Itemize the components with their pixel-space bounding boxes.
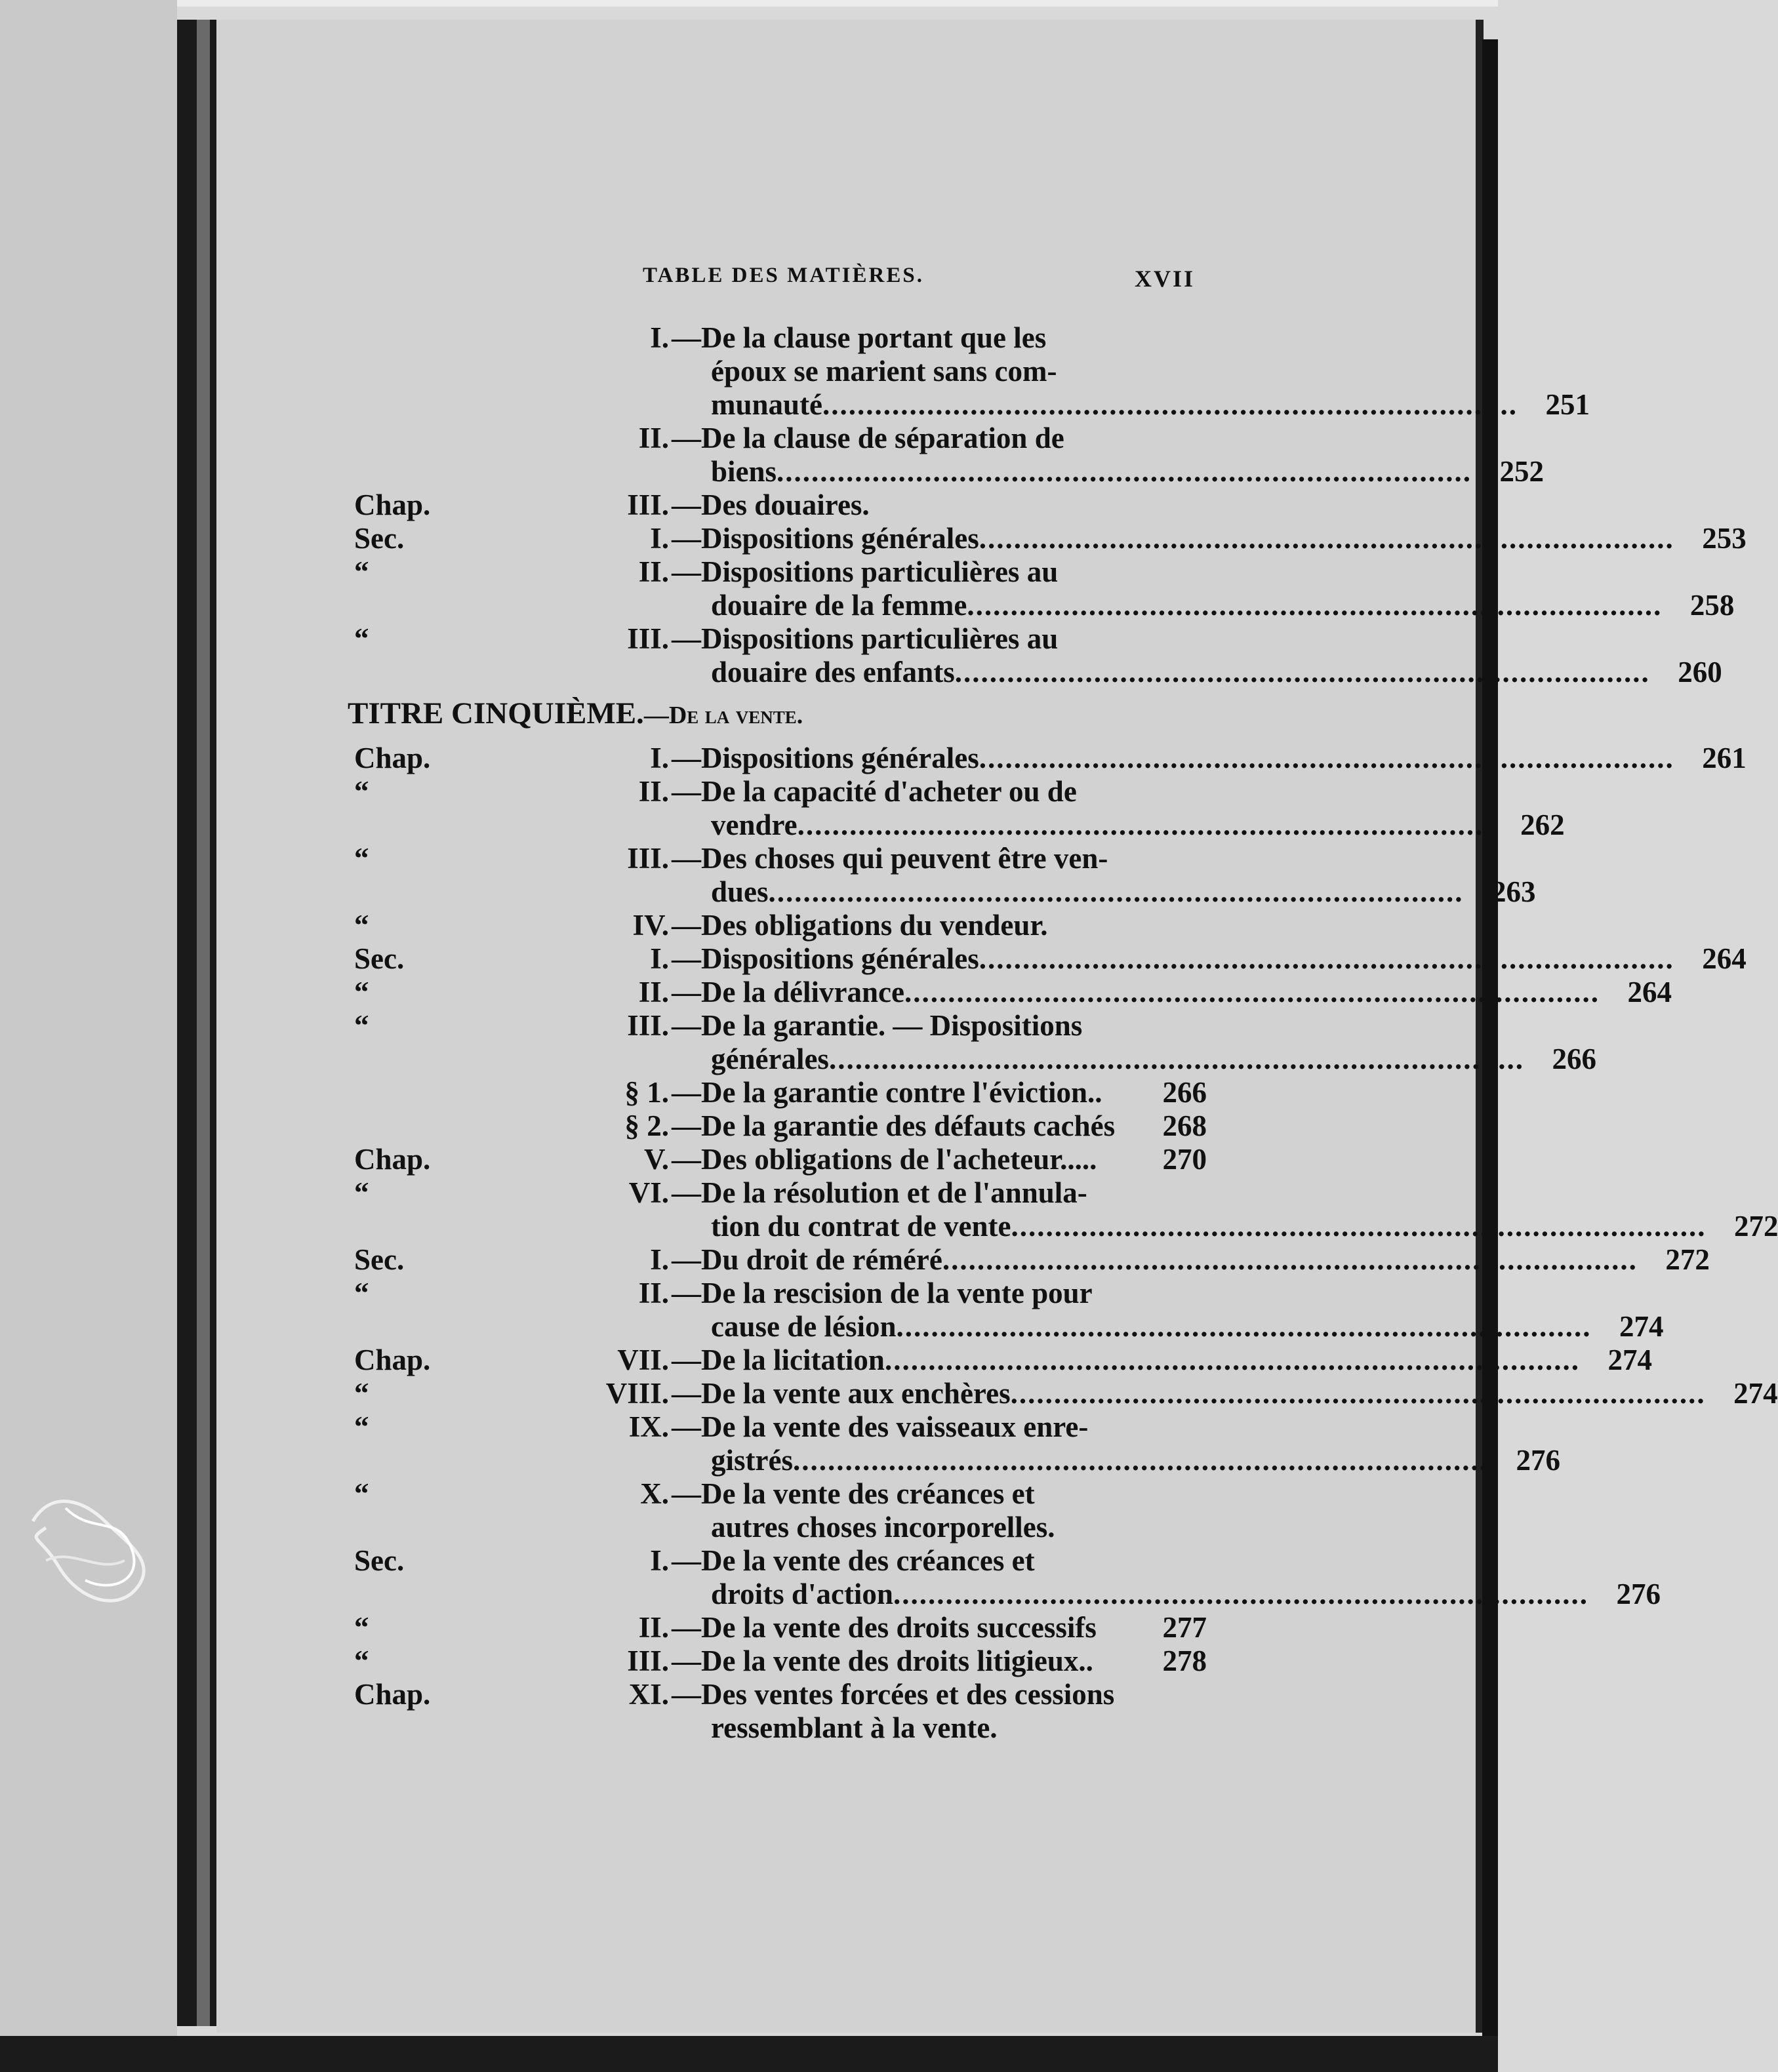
toc-entry — [354, 1076, 1207, 1109]
toc-entry — [354, 775, 1565, 842]
entry-prefix: Chap. — [354, 1344, 431, 1376]
entry-prefix: “ — [354, 1611, 369, 1644]
entry-numeral: II. — [638, 422, 669, 454]
toc-entry — [354, 1644, 1207, 1678]
entry-prefix: “ — [354, 1410, 369, 1443]
entry-line: —De la vente des vaisseaux enre- — [672, 1410, 1089, 1443]
entry-numeral: V. — [644, 1143, 669, 1176]
entry-page-number: 268 — [1162, 1109, 1207, 1142]
scan-bottom-edge — [0, 2036, 1498, 2072]
entry-numeral: I. — [650, 1243, 669, 1276]
leader-dots: ................................................................................ — [954, 656, 1650, 688]
toc-entry — [354, 976, 1672, 1009]
entry-line: —De la rescision de la vente pour — [672, 1277, 1093, 1309]
entry-numeral: II. — [638, 555, 669, 588]
toc-entry — [354, 1143, 1207, 1176]
leader-dots: ................................................................................ — [1010, 1377, 1706, 1410]
toc-entry — [354, 622, 1722, 689]
entry-line: époux se marient sans com- — [711, 355, 1057, 388]
entry-page-number: 263 — [1491, 875, 1536, 908]
leader-dots: ................................................................................ — [1011, 1210, 1707, 1243]
entry-prefix: “ — [354, 1009, 369, 1042]
entry-line — [672, 388, 1518, 422]
entry-page-number: 262 — [1520, 808, 1565, 841]
entry-numeral: VIII. — [605, 1377, 669, 1410]
entry-line: —De la garantie. — Dispositions — [672, 1009, 1083, 1042]
titre-sub: —De la vente. — [643, 702, 803, 729]
entry-numeral: VI. — [628, 1176, 669, 1209]
entry-prefix: “ — [354, 1477, 369, 1510]
entry-prefix: Chap. — [354, 742, 431, 774]
entry-line-text: munauté — [711, 388, 823, 421]
entry-numeral: I. — [650, 522, 669, 555]
entry-text — [672, 1410, 1488, 1477]
running-header: TABLE DES MATIÈRES. — [643, 264, 924, 287]
entry-text — [672, 976, 1600, 1009]
entry-line-text: vendre — [711, 808, 798, 841]
scan-top-edge — [0, 0, 1498, 7]
entry-page-number: 274 — [1733, 1377, 1778, 1410]
entry-line — [672, 1444, 1488, 1477]
entry-page-number: 274 — [1619, 1310, 1664, 1343]
leader-dots: ................................................................................ — [797, 808, 1493, 841]
entry-prefix: Sec. — [354, 522, 405, 555]
entry-numeral: III. — [627, 1644, 669, 1677]
entry-numeral: III. — [627, 1009, 669, 1042]
entry-text — [672, 742, 1674, 775]
entry-line-text: gistrés — [711, 1444, 793, 1477]
entry-line: —De la garantie contre l'éviction.. — [672, 1076, 1102, 1109]
entry-line-text: —De la délivrance — [672, 976, 904, 1008]
entry-line-text: —Dispositions générales — [672, 522, 979, 555]
entry-prefix: “ — [354, 842, 369, 875]
entry-line: ressemblant à la vente. — [711, 1711, 998, 1744]
entry-prefix: “ — [354, 1277, 369, 1309]
entry-page-number: 252 — [1499, 455, 1545, 488]
entry-text — [672, 422, 1472, 488]
entry-page-number: 266 — [1552, 1043, 1596, 1075]
toc-entry — [354, 522, 1747, 555]
entry-numeral: X. — [640, 1477, 669, 1510]
entry-numeral: I. — [650, 1544, 669, 1577]
entry-text — [672, 775, 1493, 842]
leader-dots: ................................................................................ — [979, 942, 1674, 975]
leader-dots: ................................................................................ — [792, 1444, 1488, 1477]
toc-entry — [354, 942, 1747, 976]
entry-text — [672, 522, 1674, 555]
entry-prefix: “ — [354, 622, 369, 655]
entry-numeral: II. — [638, 976, 669, 1008]
entry-line — [672, 455, 1472, 488]
entry-prefix: “ — [354, 1377, 369, 1410]
entry-line: —De la vente des créances et — [672, 1544, 1035, 1577]
toc-entry — [354, 1176, 1778, 1243]
entry-text — [672, 1377, 1706, 1410]
entry-line-text: —Dispositions générales — [672, 742, 979, 774]
entry-text — [672, 1678, 1135, 1745]
toc-entry — [354, 488, 1207, 522]
entry-numeral: II. — [638, 1611, 669, 1644]
entry-prefix: Sec. — [354, 1544, 405, 1577]
leader-dots: ................................................................................ — [979, 742, 1674, 774]
roman-page-number: XVII — [1135, 266, 1196, 292]
entry-prefix: “ — [354, 555, 369, 588]
entry-line: autres choses incorporelles. — [711, 1511, 1055, 1544]
entry-line: —Des obligations de l'acheteur..... — [672, 1143, 1097, 1176]
leader-dots: ................................................................................ — [893, 1578, 1588, 1610]
entry-line: —De la clause portant que les — [672, 321, 1047, 354]
entry-line-text: —Dispositions générales — [672, 942, 979, 975]
entry-numeral: II. — [638, 1277, 669, 1309]
entry-numeral: III. — [627, 488, 669, 521]
leader-dots: ................................................................................ — [828, 1043, 1524, 1075]
leader-dots: ................................................................................ — [979, 522, 1674, 555]
entry-prefix: “ — [354, 775, 369, 808]
entry-text — [672, 555, 1662, 622]
toc-entry — [354, 842, 1536, 909]
entry-line — [672, 742, 1674, 775]
leader-dots: ................................................................................ — [768, 875, 1464, 908]
entry-line-text: générales — [711, 1043, 829, 1075]
entry-line: —Des douaires. — [672, 488, 870, 521]
toc-group-titre-cinquieme — [354, 742, 1778, 1745]
leader-dots: ................................................................................ — [884, 1344, 1580, 1376]
entry-numeral: IX. — [628, 1410, 669, 1443]
entry-prefix: “ — [354, 976, 369, 1008]
toc-entry — [354, 1611, 1207, 1644]
entry-line: —De la résolution et de l'annula- — [672, 1176, 1087, 1209]
leader-dots: ................................................................................ — [896, 1310, 1592, 1343]
toc-entry — [354, 321, 1590, 422]
entry-line-text: cause de lésion — [711, 1310, 897, 1343]
facing-page-edge — [0, 0, 177, 2072]
entry-text — [672, 1277, 1592, 1344]
entry-prefix: Chap. — [354, 488, 431, 521]
titre-main: TITRE CINQUIÈME. — [348, 696, 644, 730]
entry-numeral: III. — [627, 622, 669, 655]
leader-dots: ................................................................................ — [967, 589, 1663, 622]
entry-text — [672, 1009, 1524, 1076]
entry-line: —Dispositions particulières au — [672, 622, 1059, 655]
entry-line: —De la capacité d'acheter ou de — [672, 775, 1077, 808]
entry-page-number: 274 — [1607, 1344, 1652, 1376]
toc-entry — [354, 1009, 1596, 1076]
toc-entry — [354, 1410, 1560, 1477]
entry-numeral: XI. — [628, 1678, 669, 1711]
entry-prefix: “ — [354, 1176, 369, 1209]
leader-dots: ................................................................................ — [777, 455, 1472, 488]
toc-entry — [354, 1477, 1207, 1544]
toc-entry — [354, 742, 1747, 775]
entry-numeral: I. — [650, 321, 669, 354]
entry-line — [672, 808, 1493, 842]
paper-fiber-speck — [7, 1429, 203, 1626]
toc-entry — [354, 1277, 1664, 1344]
entry-line-text: douaire des enfants — [711, 656, 955, 688]
entry-line: —De la vente des droits successifs — [672, 1611, 1097, 1644]
table-of-contents — [348, 321, 1778, 1745]
entry-page-number: 272 — [1665, 1243, 1710, 1276]
entry-line — [672, 1578, 1588, 1611]
entry-text — [672, 1076, 1135, 1109]
entry-page-number: 266 — [1162, 1076, 1207, 1109]
entry-text — [672, 1143, 1135, 1176]
entry-line: —Des ventes forcées et des cessions — [672, 1678, 1115, 1711]
entry-page-number: 272 — [1733, 1210, 1778, 1243]
entry-text — [672, 488, 1135, 522]
entry-numeral: I. — [650, 742, 669, 774]
entry-page-number: 276 — [1516, 1444, 1560, 1477]
entry-line: —Des choses qui peuvent être ven- — [672, 842, 1108, 875]
leader-dots: ................................................................................ — [822, 388, 1518, 421]
entry-page-number: 264 — [1702, 942, 1747, 975]
entry-text — [672, 909, 1135, 942]
entry-line — [672, 589, 1662, 622]
toc-entry — [354, 1109, 1207, 1143]
toc-entry — [354, 1243, 1710, 1277]
entry-text — [672, 622, 1650, 689]
entry-line-text: —Du droit de réméré — [672, 1243, 942, 1276]
entry-text — [672, 1344, 1580, 1377]
entry-numeral: I. — [650, 942, 669, 975]
toc-entry — [354, 555, 1735, 622]
entry-prefix: “ — [354, 1644, 369, 1677]
entry-line — [672, 1344, 1580, 1377]
leader-dots: ................................................................................ — [942, 1243, 1638, 1276]
entry-prefix: Chap. — [354, 1143, 431, 1176]
entry-line-text: droits d'action — [711, 1578, 893, 1610]
entry-line-text: —De la vente aux enchères — [672, 1377, 1011, 1410]
toc-entry — [354, 1344, 1652, 1377]
entry-text — [672, 942, 1674, 976]
entry-text — [672, 1477, 1135, 1544]
entry-text — [672, 1109, 1135, 1143]
entry-prefix: Sec. — [354, 1243, 405, 1276]
entry-line — [672, 942, 1674, 976]
entry-line — [672, 1043, 1524, 1076]
entry-line — [672, 1210, 1706, 1243]
entry-line: —De la clause de séparation de — [672, 422, 1064, 454]
toc-entry — [354, 1544, 1661, 1611]
entry-numeral: II. — [638, 775, 669, 808]
entry-page-number: 260 — [1678, 656, 1722, 688]
toc-entry — [354, 1678, 1207, 1745]
entry-text — [672, 1176, 1706, 1243]
entry-numeral: III. — [627, 842, 669, 875]
entry-text — [672, 1544, 1588, 1611]
entry-numeral: § 2. — [624, 1109, 669, 1142]
entry-prefix: “ — [354, 909, 369, 942]
entry-page-number: 276 — [1616, 1578, 1661, 1610]
entry-numeral: VII. — [617, 1344, 669, 1376]
entry-text — [672, 1644, 1135, 1678]
entry-page-number: 251 — [1545, 388, 1590, 421]
entry-line — [672, 875, 1464, 909]
entry-text — [672, 1611, 1135, 1644]
entry-line: —Des obligations du vendeur. — [672, 909, 1048, 942]
entry-text — [672, 1243, 1638, 1277]
titre-heading — [348, 697, 1207, 732]
toc-entry — [354, 909, 1207, 942]
toc-group-before-titre — [354, 321, 1747, 689]
entry-page-number: 253 — [1702, 522, 1747, 555]
entry-page-number: 264 — [1627, 976, 1672, 1008]
entry-line-text: douaire de la femme — [711, 589, 967, 622]
toc-entry — [354, 1377, 1778, 1410]
gutter-highlight — [197, 20, 210, 2026]
entry-text — [672, 842, 1464, 909]
entry-line-text: biens — [711, 455, 777, 488]
entry-line — [672, 1243, 1638, 1277]
entry-line: —De la garantie des défauts cachés — [672, 1109, 1116, 1142]
toc-entry — [354, 422, 1545, 488]
entry-page-number: 277 — [1162, 1611, 1207, 1644]
entry-line-text: tion du contrat de vente — [711, 1210, 1011, 1243]
entry-prefix: Sec. — [354, 942, 405, 975]
entry-page-number: 258 — [1689, 589, 1735, 622]
entry-line — [672, 1310, 1592, 1344]
entry-line — [672, 1377, 1706, 1410]
entry-text — [672, 321, 1518, 422]
entry-line: —Dispositions particulières au — [672, 555, 1059, 588]
entry-line-text: —De la licitation — [672, 1344, 885, 1376]
entry-line — [672, 522, 1674, 555]
entry-line — [672, 976, 1600, 1009]
leader-dots: ................................................................................ — [904, 976, 1600, 1008]
entry-line: —De la vente des créances et — [672, 1477, 1035, 1510]
entry-numeral: IV. — [632, 909, 669, 942]
entry-page-number: 278 — [1162, 1644, 1207, 1677]
entry-line — [672, 656, 1650, 689]
entry-line: —De la vente des droits litigieux.. — [672, 1644, 1093, 1677]
entry-page-number: 261 — [1702, 742, 1747, 774]
entry-numeral: § 1. — [624, 1076, 669, 1109]
entry-prefix: Chap. — [354, 1678, 431, 1711]
entry-line-text: dues — [711, 875, 769, 908]
entry-page-number: 270 — [1162, 1143, 1207, 1176]
